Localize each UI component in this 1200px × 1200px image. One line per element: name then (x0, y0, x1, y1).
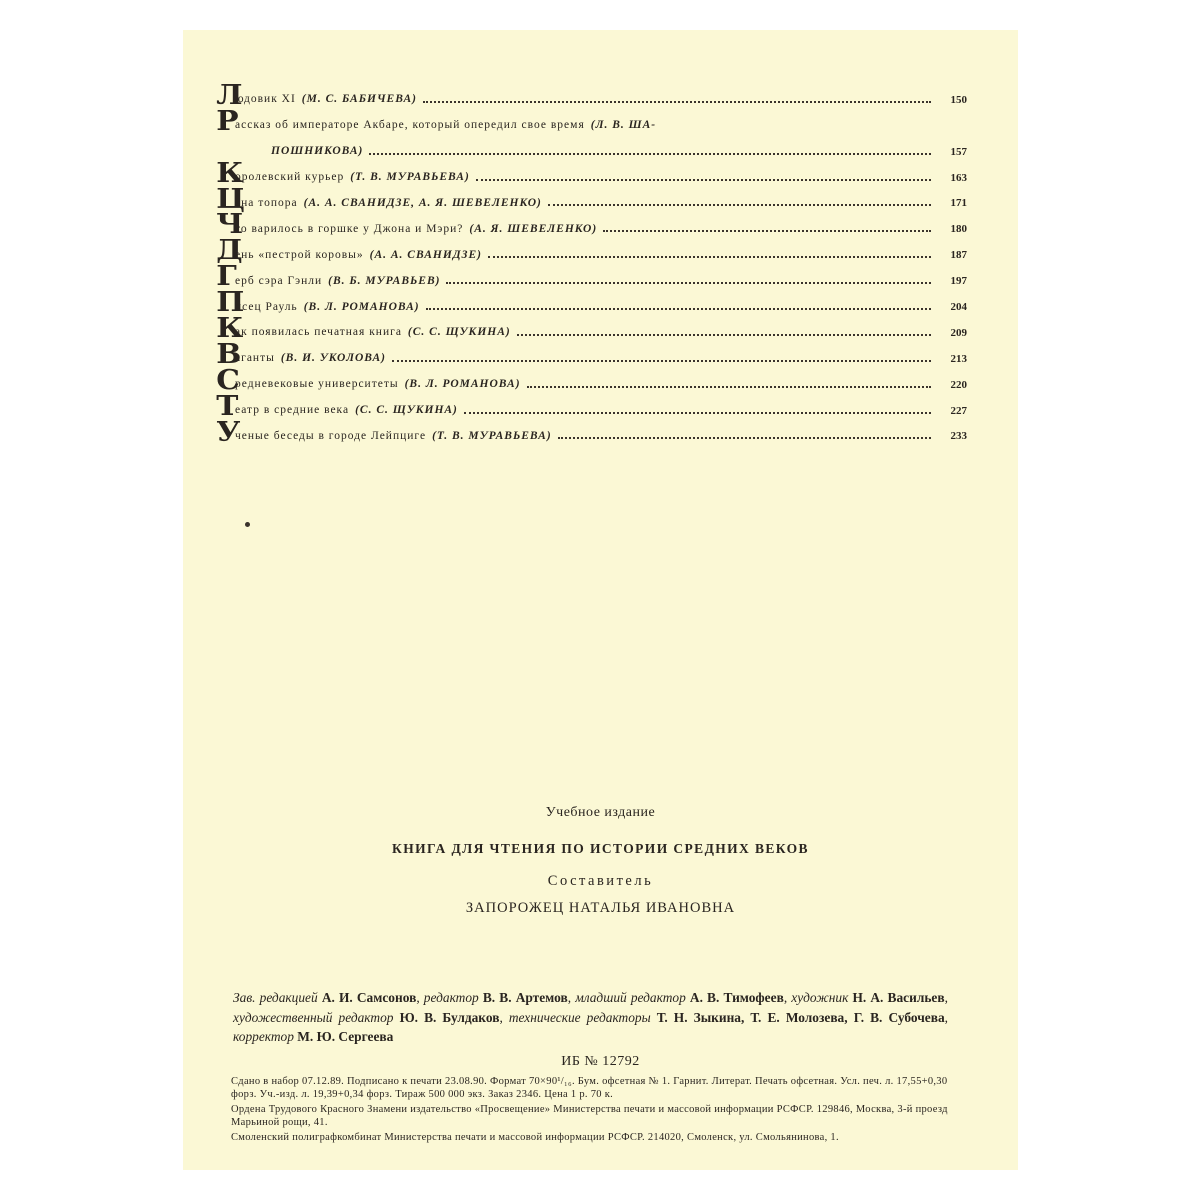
compiler-name: ЗАПОРОЖЕЦ НАТАЛЬЯ ИВАНОВНА (465, 900, 736, 916)
table-of-contents (216, 79, 967, 448)
toc-author: (М. С. БАБИЧЕВА) (301, 93, 417, 106)
book-title: КНИГА ДЛЯ ЧТЕНИЯ ПО ИСТОРИИ СРЕДНИХ ВЕКОВ (392, 841, 809, 856)
editorial-credits: Зав. редакцией А. И. Самсонов, редактор В. В. Артемов, младший редактор А. В. Тимофеев, художник Н. А. Васильев, художественный редактор Ю. В. Булдаков, технические редакторы Т. Н. Зыкина, Т. Е. Молозева, Г. В. Субочева, корректор М. Ю. Сергеева (233, 990, 948, 1044)
toc-entry (216, 183, 967, 215)
leader-dots (446, 282, 931, 284)
toc-page-number: 171 (950, 197, 967, 210)
toc-author: (А. А. СВАНИДЗЕ) (369, 248, 482, 261)
leader-dots (603, 230, 931, 232)
credit-name: Н. А. Васильев (852, 990, 945, 1005)
drop-cap: С (216, 364, 240, 396)
toc-author: (Т. В. МУРАВЬЕВА) (350, 171, 470, 184)
drop-cap: Р (216, 105, 239, 137)
leader-dots (392, 360, 931, 362)
toc-author: (В. Л. РОМАНОВА) (303, 300, 420, 313)
drop-cap: Т (216, 390, 239, 422)
drop-cap: Д (216, 235, 243, 267)
leader-dots (488, 256, 931, 258)
toc-title: исец Рауль (235, 300, 298, 313)
drop-cap: Ц (216, 183, 245, 215)
drop-cap: К (216, 312, 244, 344)
drop-cap: Л (216, 79, 243, 111)
leader-dots (548, 204, 931, 206)
credit-role: Зав. редакцией (233, 990, 318, 1005)
drop-cap: В (216, 338, 242, 370)
drop-cap: К (216, 157, 244, 189)
ib-number: ИБ № 12792 (561, 1054, 640, 1069)
leader-dots (464, 412, 931, 414)
drop-cap: Ч (216, 209, 244, 241)
toc-title: ена топора (235, 196, 298, 209)
toc-page-number: 209 (950, 326, 967, 339)
technical-details (231, 1076, 953, 1148)
toc-title: оролевский курьер (235, 171, 345, 184)
toc-title: ак появилась печатная книга (235, 326, 402, 339)
toc-author: (В. Л. РОМАНОВА) (404, 378, 521, 391)
toc-page-number: 150 (950, 93, 967, 106)
toc-page-number: 163 (950, 171, 967, 184)
toc-entry (216, 364, 967, 396)
edition-type: Учебное издание (545, 805, 656, 820)
book-page (183, 30, 1018, 1170)
printer-info: Смоленский полиграфкомбинат Министерства печати и массовой информации РСФСР. 214020, Смоленск, ул. Смольянинова, 1. (231, 1132, 839, 1144)
toc-title: ассказ об императоре Акбаре, который опередил свое время (235, 119, 585, 132)
toc-entry (216, 209, 967, 241)
toc-entry (216, 338, 967, 370)
toc-title: редневековые университеты (235, 378, 399, 391)
publisher-info: Ордена Трудового Красного Знамени издательство «Просвещение» Министерства печати и массовой информации РСФСР. 129846, Москва, 3-й проезд Марьиной рощи, 41. (231, 1104, 948, 1128)
toc-title: юдовик XI (235, 93, 296, 106)
print-specs: Сдано в набор 07.12.89. Подписано к печати 23.08.90. Формат 70×90¹/₁₆. Бум. офсетная № 1. Гарнит. Литерат. Печать офсетная. Усл. печ. л. 17,55+0,30 форз. Уч.-изд. л. 19,39+0,34 форз. Тираж 500 000 экз. Заказ 2346. Цена 1 р. 70 к. (231, 1076, 948, 1100)
toc-title: аганты (235, 352, 275, 365)
credit-role: редактор (423, 990, 479, 1005)
toc-entry (217, 134, 967, 160)
leader-dots (369, 153, 931, 155)
toc-page-number: 187 (950, 249, 967, 262)
toc-title: то варилось в горшке у Джона и Мэри? (235, 222, 464, 235)
toc-page-number: 227 (950, 404, 967, 417)
drop-cap: П (216, 287, 245, 319)
imprint-block (183, 805, 1018, 1144)
toc-author: (Т. В. МУРАВЬЕВА) (432, 429, 552, 442)
toc-author: (В. И. УКОЛОВА) (280, 352, 386, 365)
toc-author: (Л. В. ША- (590, 119, 657, 132)
toc-entry (216, 390, 967, 422)
credit-role: художник (791, 990, 849, 1005)
credit-name: Ю. В. Булдаков (399, 1009, 500, 1025)
toc-title: еатр в средние века (235, 404, 350, 417)
toc-entry (216, 261, 967, 293)
toc-entry (216, 157, 967, 189)
toc-page-number: 180 (950, 223, 967, 236)
credit-name: А. В. Тимофеев (689, 990, 784, 1005)
credit-name: М. Ю. Сергеева (297, 1029, 394, 1044)
credit-role: корректор (233, 1029, 294, 1044)
toc-page-number: 233 (950, 430, 967, 443)
drop-cap: У (216, 416, 241, 448)
toc-author: (С. С. ЩУКИНА) (407, 326, 511, 339)
leader-dots (423, 101, 931, 103)
credit-name: Т. Н. Зыкина, Т. Е. Молозева, Г. В. Субочева (656, 1009, 945, 1025)
leader-dots (476, 179, 931, 181)
toc-page-number: 204 (950, 301, 967, 314)
ink-dot (245, 522, 250, 527)
toc-entry (216, 416, 967, 448)
leader-dots (517, 334, 931, 336)
toc-entry (216, 235, 967, 267)
toc-entry (216, 79, 967, 111)
toc-title: ченые беседы в городе Лейпциге (235, 429, 427, 442)
credit-role: технические редакторы (508, 1009, 651, 1025)
credit-name: В. В. Артемов (482, 990, 568, 1005)
toc-entry (216, 105, 967, 137)
toc-page-number: 220 (950, 378, 967, 391)
toc-author: (В. Б. МУРАВЬЕВ) (328, 274, 441, 287)
toc-title: ерб сэра Гэнли (235, 274, 323, 287)
toc-entry (216, 287, 967, 319)
toc-page-number: 197 (950, 275, 967, 288)
toc-entry (216, 312, 967, 344)
toc-author: (А. Я. ШЕВЕЛЕНКО) (469, 222, 598, 235)
toc-author: (А. А. СВАНИДЗЕ, А. Я. ШЕВЕЛЕНКО) (303, 196, 542, 209)
drop-cap: Г (216, 261, 237, 293)
toc-page-number: 213 (950, 352, 967, 365)
leader-dots (527, 386, 931, 388)
credit-role: художественный редактор (233, 1009, 394, 1025)
toc-title: ень «пестрой коровы» (235, 248, 364, 261)
credit-role: младший редактор (575, 990, 686, 1005)
toc-author: ПОШНИКОВА) (271, 145, 364, 158)
toc-page-number: 157 (950, 145, 967, 158)
compiler-label: Составитель (547, 873, 654, 889)
credit-name: А. И. Самсонов (321, 990, 417, 1005)
leader-dots (426, 308, 931, 310)
toc-author: (С. С. ЩУКИНА) (355, 404, 458, 417)
leader-dots (558, 437, 931, 439)
